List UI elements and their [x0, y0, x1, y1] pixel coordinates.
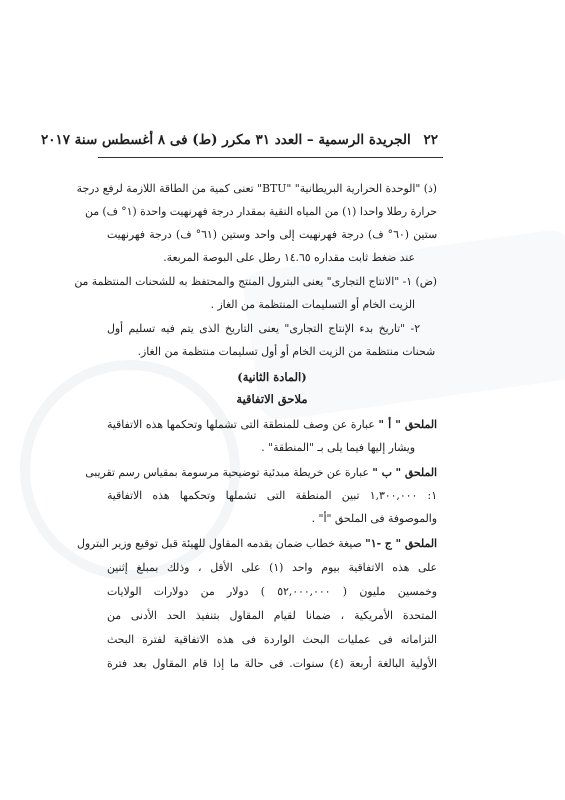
- definition-z-line: عند ضغط ثابت مقداره ١٤.٦٥ رطل على البوصة المربعة.: [163, 251, 415, 264]
- annex-a-label: الملحق " أ ": [378, 418, 437, 431]
- annex-b-label: الملحق " ب ": [372, 466, 437, 479]
- definition-z-line: ستين (٦٠° ف) درجة فهرنهيت إلى واحد وستين (٦١° ف) درجة فهرنهيت: [107, 228, 437, 241]
- annex-c1-line: المتحدة الأمريكية ، ضمانا لقيام المقاول بتنفيذ الحد الأدنى من: [107, 609, 437, 622]
- annex-a-line: ويشار إليها فيما يلى بـ "المنطقة" .: [261, 441, 415, 454]
- definition-dad2-line: شحنات منتظمة من الزيت الخام أو أول تسليمات منتظمة من الغاز.: [137, 345, 435, 358]
- article-title: (المادة الثانية): [237, 370, 307, 384]
- annex-b-line: ١: ١,٣٠٠,٠٠٠ تبين المنطقة التى تشملها وتحكمها هذه الاتفاقية: [107, 489, 437, 502]
- annex-b-line: الملحق " ب " عبارة عن خريطة مبدئية توضيحية مرسومة بمقياس رسم تقريبى: [85, 466, 437, 479]
- definition-z-line: حرارة رطلا واحدا (١) من المياه النقية بمقدار درجة فهرنهيت واحدة (١° ف) من: [84, 205, 437, 218]
- definition-z-line: (ذ) "الوحدة الحرارية البريطانية" "BTU" تعنى كمية من الطاقة اللازمة لرفع درجة: [76, 182, 437, 195]
- annex-c1-line: الأولية البالغة أربعة (٤) سنوات. فى حالة ما إذا قام المقاول بعد فترة: [107, 657, 437, 670]
- page-header: [40, 132, 438, 148]
- page-number: ٢٢: [423, 132, 438, 148]
- annex-c1-line: التزاماته فى عمليات البحث الواردة فى هذه الاتفاقية لفترة البحث: [107, 633, 437, 646]
- annex-c1-label: الملحق " ج -١": [365, 537, 437, 550]
- header-title: الجريدة الرسمية – العدد ٣١ مكرر (ط) فى ٨ أغسطس سنة ٢٠١٧: [40, 132, 411, 148]
- annex-c1-line: على هذه الاتفاقية بيوم واحد (١) على الأقل ، وذلك بمبلغ إثنين: [107, 561, 438, 574]
- annex-c1-line: الملحق " ج -١" صيغة خطاب ضمان يقدمه المقاول للهيئة قبل توقيع وزير البترول: [77, 537, 437, 550]
- annex-b-line: والموصوفة فى الملحق "أ" .: [311, 512, 437, 525]
- definition-dad-line: (ض) ١- "الانتاج التجارى" يعنى البترول المنتج والمحتفظ به للشحنات المنتظمة من: [74, 275, 437, 288]
- article-subtitle: ملاحق الاتفاقية: [236, 392, 308, 406]
- definition-dad-line: الزيت الخام أو التسليمات المنتظمة من الغاز .: [210, 298, 415, 311]
- header-rule: [98, 157, 443, 158]
- annex-c1-line: وخمسين مليون ( ٥٢,٠٠٠,٠٠٠ ) دولار من دولارات الولايات: [107, 585, 437, 598]
- definition-dad2-line: ٢- "تاريخ بدء الإنتاج التجارى" يعنى التاريخ الذى يتم فيه تسليم أول: [107, 322, 420, 335]
- annex-a-line: الملحق " أ " عبارة عن وصف للمنطقة التى تشملها وتحكمها هذه الاتفاقية: [107, 418, 437, 431]
